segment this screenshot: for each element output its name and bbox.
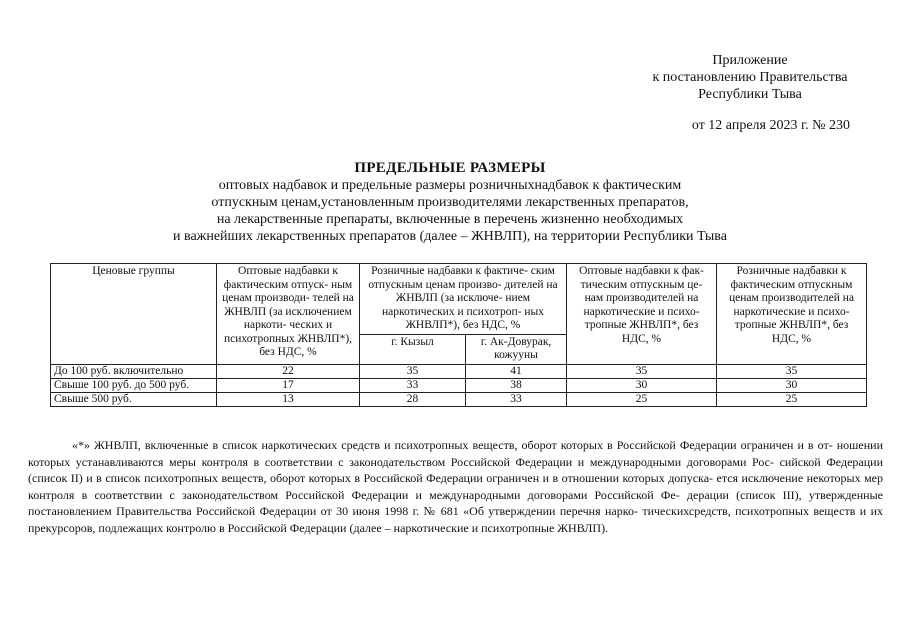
header-kyzyl: г. Кызыл — [360, 334, 466, 364]
header-retail-markup: Розничные надбавки к фактиче- ским отпускным ценам произво- дителей на ЖНВЛП (за исключе- нием наркотических и психотроп- ных ЖНВЛП*), без НДС, % — [360, 264, 567, 335]
subtitle-line-3: на лекарственные препараты, включенные в перечень жизненно необходимых — [216, 212, 684, 227]
kyzyl-cell: 35 — [360, 364, 466, 378]
appendix-date: от 12 апреля 2023 г. № 230 — [691, 118, 850, 133]
subtitle-line-1: оптовых надбавок и предельные размеры розничныхнадбавок к фактическим — [218, 178, 682, 193]
retail-narcotic-cell: 25 — [717, 392, 867, 406]
table-row — [51, 392, 867, 406]
price-group-cell: Свыше 100 руб. до 500 руб. — [51, 378, 217, 392]
appendix-header — [620, 52, 880, 134]
akdovurak-cell: 41 — [466, 364, 567, 378]
header-wholesale-narcotic: Оптовые надбавки к фак- тическим отпускным це- нам производителей на наркотические и психо- тропные ЖНВЛП*, без НДС, % — [567, 264, 717, 365]
kyzyl-cell: 33 — [360, 378, 466, 392]
wholesale-cell: 17 — [217, 378, 360, 392]
main-title: ПРЕДЕЛЬНЫЕ РАЗМЕРЫ — [354, 160, 546, 176]
header-price-groups: Ценовые группы — [51, 264, 217, 365]
table-row — [51, 378, 867, 392]
wholesale-cell: 13 — [217, 392, 360, 406]
akdovurak-cell: 38 — [466, 378, 567, 392]
wholesale-narcotic-cell: 25 — [567, 392, 717, 406]
price-group-cell: Свыше 500 руб. — [51, 392, 217, 406]
wholesale-cell: 22 — [217, 364, 360, 378]
akdovurak-cell: 33 — [466, 392, 567, 406]
header-akdovurak: г. Ак-Довурак, кожууны — [466, 334, 567, 364]
kyzyl-cell: 28 — [360, 392, 466, 406]
table-row — [51, 364, 867, 378]
appendix-line-2: к постановлению Правительства — [652, 70, 848, 85]
price-group-cell: До 100 руб. включительно — [51, 364, 217, 378]
retail-narcotic-cell: 35 — [717, 364, 867, 378]
wholesale-narcotic-cell: 30 — [567, 378, 717, 392]
footnote: «*» ЖНВЛП, включенные в список наркотических средств и психотропных веществ, оборот которых в Российской Федерации ограничен и в от- ношении которых устанавливаются меры контроля в соответствии с законодательством Российской Федерации и международными договорами Рос- сийской Федерации (список II) и в список психотропных веществ, оборот которых в Российской Федерации ограничен и в отношении которых допуска- ется исключение некоторых мер контроля в соответствии с законодательством Российской Федерации и международными договорами Российской Фе- дерации (список III), утвержденные постановлением Правительства Российской Федерации от 30 июня 1998 г. № 681 «Об утверждении перечня нарко- тическихсредств, психотропных веществ и их прекурсоров, подлежащих контролю в Российской Федерации (далее – наркотические и психотропные ЖНВЛП). — [28, 438, 883, 535]
subtitle-line-4: и важнейших лекарственных препаратов (далее – ЖНВЛП), на территории Республики Тыва — [173, 229, 727, 244]
header-retail-narcotic: Розничные надбавки к фактическим отпускным ценам производителей на наркотические и психо- тропные ЖНВЛП*, без НДС, % — [717, 264, 867, 365]
markup-table — [50, 263, 867, 407]
retail-narcotic-cell: 30 — [717, 378, 867, 392]
document-title — [90, 160, 810, 245]
header-wholesale-markup: Оптовые надбавки к фактическим отпуск- ным ценам производи- телей на ЖНВЛП (за исключением наркоти- ческих и психотропных ЖНВЛП*), без НДС, % — [217, 264, 360, 365]
subtitle-line-2: отпускным ценам,установленным производителями лекарственных препаратов, — [211, 195, 689, 210]
appendix-line-1: Приложение — [712, 53, 788, 68]
appendix-line-3: Республики Тыва — [698, 87, 802, 102]
wholesale-narcotic-cell: 35 — [567, 364, 717, 378]
